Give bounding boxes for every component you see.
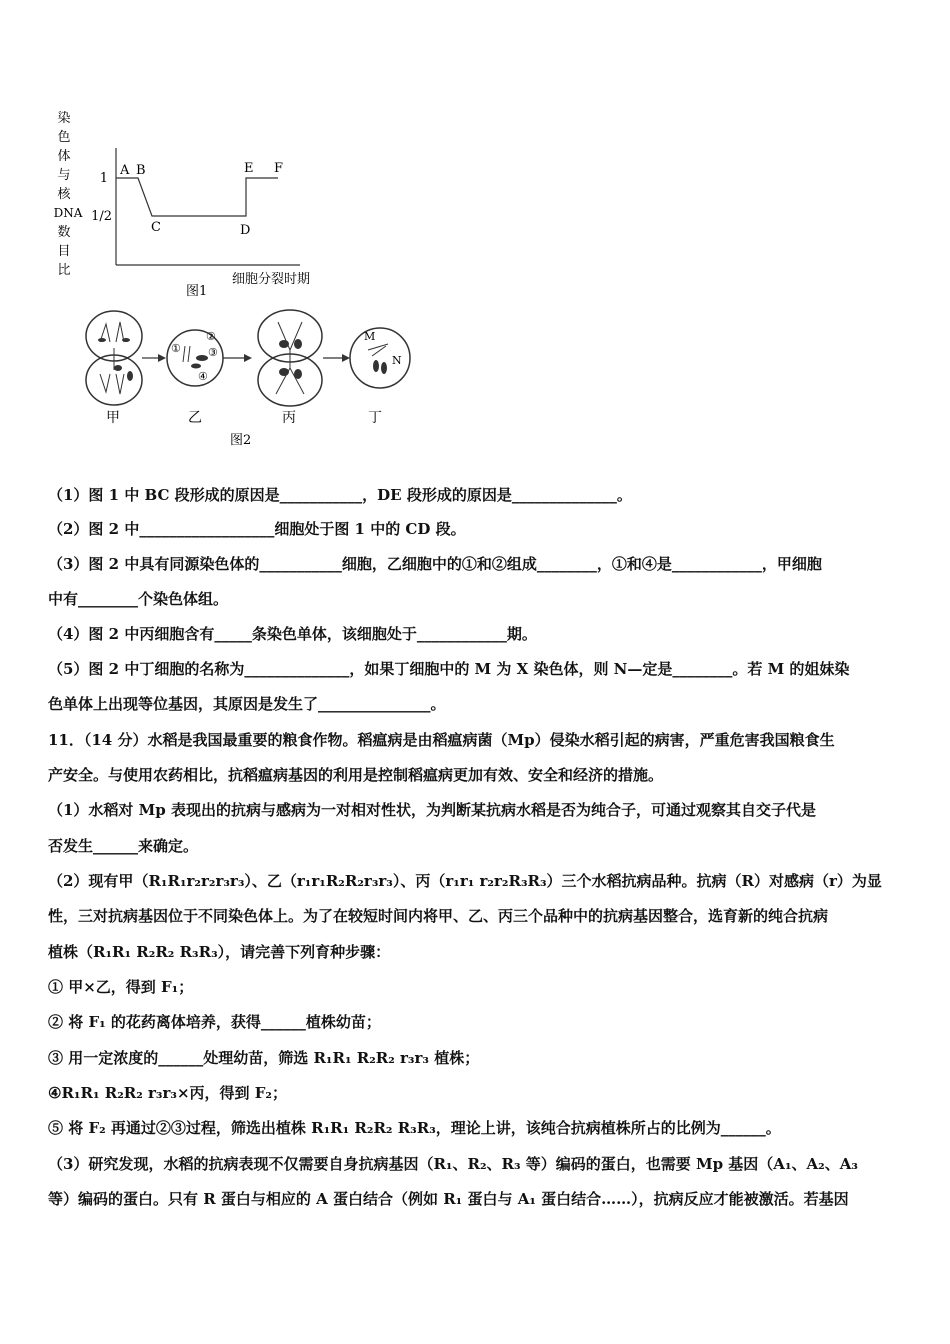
q10-part3: （3）图 2 中具有同源染色体的___________细胞，乙细胞中的①和②组成________，①和④是____________，甲细胞 bbox=[48, 555, 822, 573]
ylabel-char: 色 bbox=[57, 130, 71, 145]
point-label-C: C bbox=[151, 220, 161, 235]
point-label-B: B bbox=[136, 163, 146, 178]
cell-jia bbox=[86, 311, 142, 405]
ylabel-char: 体 bbox=[57, 149, 71, 164]
y-tick-1: 1 bbox=[99, 171, 108, 186]
q10-part4: （4）图 2 中丙细胞含有_____条染色单体，该细胞处于____________期。 bbox=[48, 625, 537, 643]
figure1-ylabel bbox=[54, 110, 83, 278]
q11-stem-cont: 产安全。与使用农药相比，抗稻瘟病基因的利用是控制稻瘟病更加有效、安全和经济的措施。 bbox=[48, 766, 664, 784]
q11-step1: ① 甲×乙，得到 F₁； bbox=[48, 978, 194, 996]
point-label-E: E bbox=[244, 161, 254, 176]
cell-ding bbox=[350, 328, 410, 388]
q11-part2-cont2: 植株（R₁R₁ R₂R₂ R₃R₃），请完善下列育种步骤： bbox=[48, 943, 391, 961]
q11-part1: （1）水稻对 Mp 表现出的抗病与感病为一对相对性状，为判断某抗病水稻是否为纯合子，可通过观察其自交子代是 bbox=[48, 801, 816, 819]
q11-step2: ② 将 F₁ 的花药离体培养，获得______植株幼苗； bbox=[48, 1013, 381, 1031]
y-tick-half: 1/2 bbox=[91, 209, 112, 224]
point-label-D: D bbox=[240, 223, 251, 238]
point-label-F: F bbox=[274, 161, 284, 176]
q10-part2: （2）图 2 中__________________细胞处于图 1 中的 CD 段。 bbox=[48, 520, 466, 538]
figure2-caption: 图2 bbox=[230, 433, 252, 448]
q10-part3-cont: 中有________个染色体组。 bbox=[48, 590, 229, 608]
q11-part3: （3）研究发现，水稻的抗病表现不仅需要自身抗病基因（R₁、R₂、R₃ 等）编码的蛋白，也需要 Mp 基因（A₁、A₂、A₃ bbox=[48, 1155, 858, 1173]
mark-1: ① bbox=[171, 342, 181, 355]
q10-part1: （1）图 1 中 BC 段形成的原因是___________，DE 段形成的原因是______________。 bbox=[48, 486, 632, 504]
ylabel-char: 比 bbox=[57, 263, 71, 278]
q11-part3-cont: 等）编码的蛋白。只有 R 蛋白与相应的 A 蛋白结合（例如 R₁ 蛋白与 A₁ 蛋白结合……），抗病反应才能被激活。若基因 bbox=[48, 1190, 849, 1208]
cell-bing bbox=[258, 310, 322, 406]
figure1-chart bbox=[54, 110, 310, 299]
q11-step3: ③ 用一定浓度的______处理幼苗，筛选 R₁R₁ R₂R₂ r₃r₃ 植株； bbox=[48, 1049, 480, 1067]
q10-part5: （5）图 2 中丁细胞的名称为______________，如果丁细胞中的 M 为 X 染色体，则 N—定是________。若 M 的姐妹染 bbox=[48, 660, 850, 678]
ylabel-char: 目 bbox=[57, 244, 71, 259]
mark-2: ② bbox=[206, 330, 216, 343]
ylabel-char: DNA bbox=[53, 206, 83, 220]
x-axis-label: 细胞分裂时期 bbox=[232, 272, 311, 287]
m-label: M bbox=[364, 330, 376, 343]
ylabel-char: 染 bbox=[57, 111, 71, 126]
q11-step4: ④R₁R₁ R₂R₂ r₃r₃×丙，得到 F₂； bbox=[48, 1084, 287, 1102]
figure1-caption: 图1 bbox=[186, 284, 208, 299]
ratio-line bbox=[116, 178, 278, 216]
cell-label-ding: 丁 bbox=[368, 410, 382, 426]
cell-label-yi: 乙 bbox=[188, 410, 202, 426]
mark-4: ④ bbox=[198, 370, 208, 383]
q11-step5: ⑤ 将 F₂ 再通过②③过程，筛选出植株 R₁R₁ R₂R₂ R₃R₃，理论上讲，该纯合抗病植株所占的比例为______。 bbox=[48, 1119, 781, 1137]
point-label-A: A bbox=[120, 163, 130, 178]
mark-3: ③ bbox=[208, 346, 218, 359]
q11-part2-cont1: 性，三对抗病基因位于不同染色体上。为了在较短时间内将甲、乙、丙三个品种中的抗病基因整合，选育新的纯合抗病 bbox=[48, 907, 829, 925]
q11-stem: 11．（14 分）水稻是我国最重要的粮食作物。稻瘟病是由稻瘟病菌（Mp）侵染水稻引起的病害，严重危害我国粮食生 bbox=[48, 731, 835, 749]
ylabel-char: 数 bbox=[57, 225, 71, 240]
cell-label-jia: 甲 bbox=[106, 410, 120, 426]
cell-yi bbox=[167, 330, 223, 386]
cell-label-bing: 丙 bbox=[282, 410, 296, 426]
ylabel-char: 核 bbox=[57, 187, 71, 202]
ylabel-char: 与 bbox=[57, 168, 71, 183]
n-label: N bbox=[392, 354, 402, 367]
q11-part1-cont: 否发生______来确定。 bbox=[48, 837, 199, 855]
figures bbox=[50, 100, 420, 460]
q10-part5-cont: 色单体上出现等位基因，其原因是发生了_______________。 bbox=[48, 695, 446, 713]
q11-part2: （2）现有甲（R₁R₁r₂r₂r₃r₃）、乙（r₁r₁R₂R₂r₃r₃）、丙（r₁r₁ r₂r₂R₃R₃）三个水稻抗病品种。抗病（R）对感病（r）为显 bbox=[48, 872, 882, 890]
figure2-cells bbox=[86, 310, 410, 448]
